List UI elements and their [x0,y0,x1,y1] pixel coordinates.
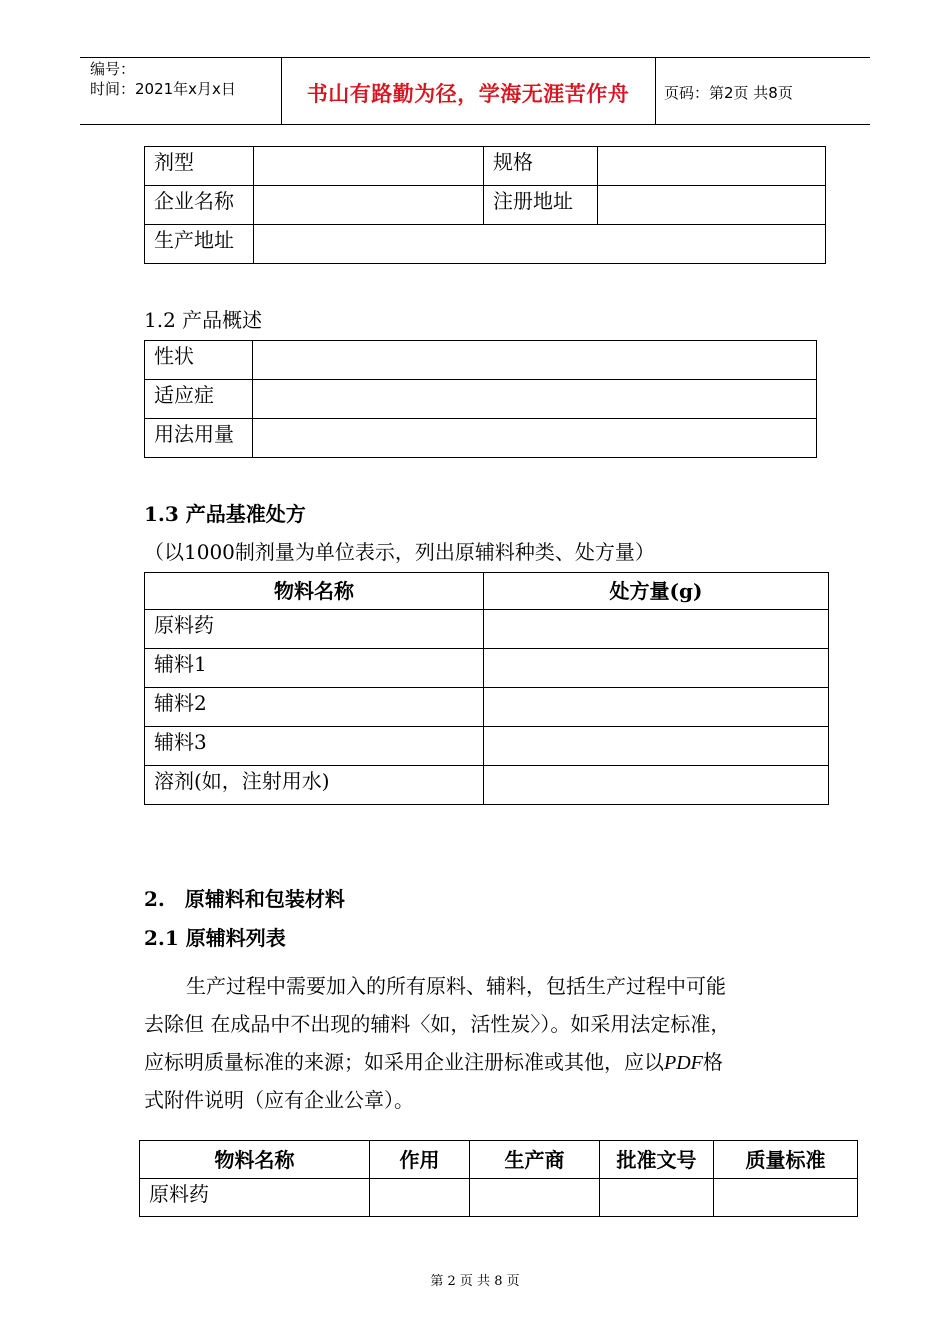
table-row [145,727,829,766]
header-motto: 书山有路勤为径，学海无涯苦作舟 [306,82,630,106]
company-name-value[interactable] [254,186,484,225]
dosage-form-value[interactable] [254,147,484,186]
dosage-form-label: 剂型 [145,147,254,186]
header-date: 时间：2021年x月x日 [90,80,236,98]
basic-info-table [144,146,826,264]
paragraph-text: 应标明质量标准的来源；如采用企业注册标准或其他，应以 [144,1050,664,1074]
table-header-row [140,1141,858,1179]
material-function-cell[interactable] [370,1179,470,1217]
registered-address-label: 注册地址 [484,186,598,225]
formula-row-amount[interactable] [484,727,829,766]
dosage-usage-label: 用法用量 [145,419,253,458]
company-name-label: 企业名称 [145,186,254,225]
header-number-label: 编号： [90,60,136,78]
table-row [145,649,829,688]
header-bottom-rule [80,124,870,125]
section2-heading: 2. 原辅料和包装材料 [144,887,345,911]
header-top-rule [80,57,870,58]
material-standard-cell[interactable] [714,1179,858,1217]
material-manufacturer-cell[interactable] [470,1179,600,1217]
production-address-label: 生产地址 [145,225,254,264]
col-quality-standard: 质量标准 [714,1141,858,1179]
section2-paragraph-line3 [144,1046,723,1075]
table-row [145,766,829,805]
section2-paragraph-line2: 去除但 在成品中不出现的辅料〈如，活性炭〉）。如采用法定标准， [144,1012,731,1036]
spec-value[interactable] [598,147,826,186]
header-divider-right [655,57,656,125]
col-material-name: 物料名称 [145,573,484,610]
header-page-indicator: 页码：第2页 共8页 [664,84,793,102]
registered-address-value[interactable] [598,186,826,225]
formula-note: （以1000制剂量为单位表示，列出原辅料种类、处方量） [144,540,655,564]
indication-value[interactable] [253,380,817,419]
table-row [145,419,817,458]
formula-row-label: 辅料1 [145,649,484,688]
table-row [145,688,829,727]
col-function: 作用 [370,1141,470,1179]
pdf-term: PDF [664,1052,703,1074]
table-row [145,186,826,225]
material-approval-cell[interactable] [600,1179,714,1217]
formula-row-amount[interactable] [484,688,829,727]
overview-table [144,340,817,458]
formula-row-label: 原料药 [145,610,484,649]
section2-paragraph-line1: 生产过程中需要加入的所有原料、辅料，包括生产过程中可能 [186,974,726,998]
production-address-value[interactable] [254,225,826,264]
formula-heading: 1.3 产品基准处方 [144,502,306,526]
indication-label: 适应症 [145,380,253,419]
dosage-usage-value[interactable] [253,419,817,458]
col-approval-number: 批准文号 [600,1141,714,1179]
section2-paragraph-line4: 式附件说明（应有企业公章）。 [144,1088,414,1112]
page-footer: 第 2 页 共 8 页 [430,1274,520,1289]
section2-1-heading: 2.1 原辅料列表 [144,926,286,950]
table-row [145,610,829,649]
formula-row-amount[interactable] [484,610,829,649]
spec-label: 规格 [484,147,598,186]
table-row [145,380,817,419]
overview-heading: 1.2 产品概述 [144,308,263,332]
formula-row-label: 溶剂(如，注射用水) [145,766,484,805]
table-row [145,147,826,186]
formula-table [144,572,829,805]
table-row [145,225,826,264]
appearance-value[interactable] [253,341,817,380]
formula-row-label: 辅料2 [145,688,484,727]
col-manufacturer: 生产商 [470,1141,600,1179]
material-row-label: 原料药 [140,1179,370,1217]
appearance-label: 性状 [145,341,253,380]
table-row [140,1179,858,1217]
col-material-name: 物料名称 [140,1141,370,1179]
formula-row-amount[interactable] [484,766,829,805]
table-header-row [145,573,829,610]
col-formula-amount: 处方量(g) [484,573,829,610]
table-row [145,341,817,380]
paragraph-text: 格 [702,1050,723,1074]
formula-row-label: 辅料3 [145,727,484,766]
material-list-table [139,1140,858,1217]
formula-row-amount[interactable] [484,649,829,688]
